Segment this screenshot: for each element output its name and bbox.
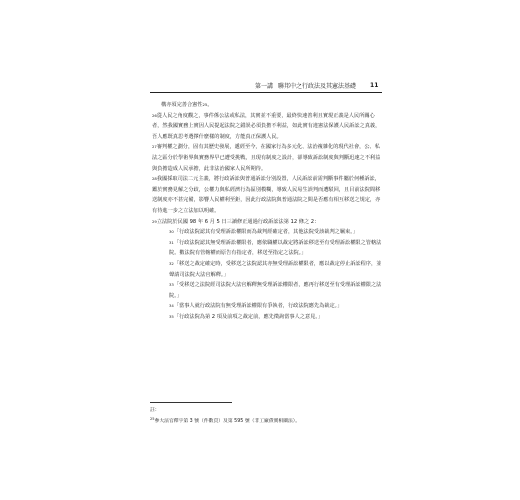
paragraph-marker: 26 bbox=[152, 112, 157, 118]
paragraph-marker: 33 bbox=[169, 282, 174, 288]
paragraph-marker: 27 bbox=[152, 144, 157, 150]
paragraph-marker: 35 bbox=[169, 313, 174, 319]
paragraph-text: 構亦須完善合憲性 bbox=[161, 102, 203, 108]
paragraph-tail: 。 bbox=[207, 102, 213, 108]
paragraph-marker: 31 bbox=[169, 239, 174, 245]
chapter-title: 聯邦中之行政法及其憲法基礎 bbox=[278, 82, 357, 90]
paragraph bbox=[152, 238, 384, 259]
running-header bbox=[255, 79, 485, 91]
paragraph bbox=[152, 259, 384, 280]
footnote-rule bbox=[150, 402, 232, 403]
paragraph-marker: 34 bbox=[169, 303, 174, 309]
page-body bbox=[152, 100, 384, 322]
paragraph-text: 從人民之角度觀之，事件係公法或私法，其實並不重要，最終快速善利且實現正義是人民所關心者，然我國實務上實因人民提起法院之錯誤必須負擔不利益，如此實有違憲法保護人民訴訟之真義，吾人應既真思考選擇什麼樣的制度，方能真正保護人民。 bbox=[152, 112, 381, 140]
paragraph bbox=[152, 142, 384, 174]
paragraph-text: 「行政法院認其無受理訴訟權限者，應依職權以裁定將訴訟移送至有受理訴訟權限之管轄法院。數法院有管轄權而原告有指定者，移送至指定之法院。」 bbox=[169, 239, 382, 257]
chapter-label: 第一講 bbox=[255, 82, 274, 90]
paragraph-marker: 29 bbox=[152, 218, 157, 224]
paragraph bbox=[152, 111, 384, 143]
paragraph-text: 「行政法院認其有受理訴訟權限而為裁判經確定者，其他法院受該裁判之羈束。」 bbox=[173, 229, 358, 236]
footnote-item bbox=[150, 417, 390, 424]
header-rule bbox=[150, 92, 382, 93]
paragraph bbox=[152, 301, 384, 312]
paragraph-text: 「當事人就行政法院有無受理訴訟權限有爭執者，行政法院應先為裁定。」 bbox=[173, 303, 343, 310]
paragraph-text: 「受移送之法院經司法院大法官解釋無受理訴訟權限者，應再行移送至有受理訴訟權限之法院。」 bbox=[169, 282, 382, 299]
paragraph bbox=[152, 280, 384, 301]
footnote-label: 註： bbox=[150, 408, 160, 413]
page-number: 11 bbox=[370, 81, 379, 89]
paragraph bbox=[152, 100, 384, 111]
paragraph bbox=[152, 227, 384, 238]
paragraph bbox=[152, 174, 384, 216]
paragraph-marker: 28 bbox=[152, 176, 157, 182]
paragraph-marker: 32 bbox=[169, 260, 174, 266]
paragraph-text: 審判權之劃分，固有其歷史發展，遞經至今，在國家行為多元化、法治複雜化的現代社會，公、私法之區分於學術界與實務界早已遭受挑戰，且現有制度之設計，卻導致訴訟制度與判斷迅速之不利益與負擔造成人民承擔，此非法治國家人民所期待。 bbox=[152, 144, 381, 172]
paragraph bbox=[152, 312, 384, 323]
paragraph-text: 我國採取司法二元主義，將行政訴訟與普通訴訟分別設置，人民訴訟前需判斷事件屬於何種訴訟，鑑於實務見解之分歧，公權力與私經濟行為區別模糊，導致人民易生誤判而遭駁回，且目前法院間移送制度亦不甚完備，影響人民權利至鉅，因此行政法院與普通法院之間是否應有相互移送之規定，亦有待進一步之立法加以明確。 bbox=[152, 176, 381, 214]
paragraph-text: 「移送之裁定確定時，受移送之法院認其亦無受理訴訟權限者，應以裁定停止訴訟程序，並聲請司法院大法官解釋。」 bbox=[169, 260, 382, 278]
paragraph-text: 「行政法院為第 2 項及前項之裁定前，應先徵詢當事人之意見。」 bbox=[173, 313, 324, 320]
paragraph-marker: 30 bbox=[169, 229, 174, 235]
footnote-marker: 25 bbox=[150, 417, 155, 421]
footnote-ref: 25 bbox=[202, 102, 208, 107]
paragraph bbox=[152, 217, 384, 228]
footnote-text: 參大法官釋字第 3 號（件數頁）及第 595 號（非工廠債實相關法）。 bbox=[154, 419, 301, 424]
paragraph-text: 立法院於民國 98 年 6 月 5 日三讀修正通過行政訴訟法第 12 條之 2： bbox=[156, 218, 320, 225]
